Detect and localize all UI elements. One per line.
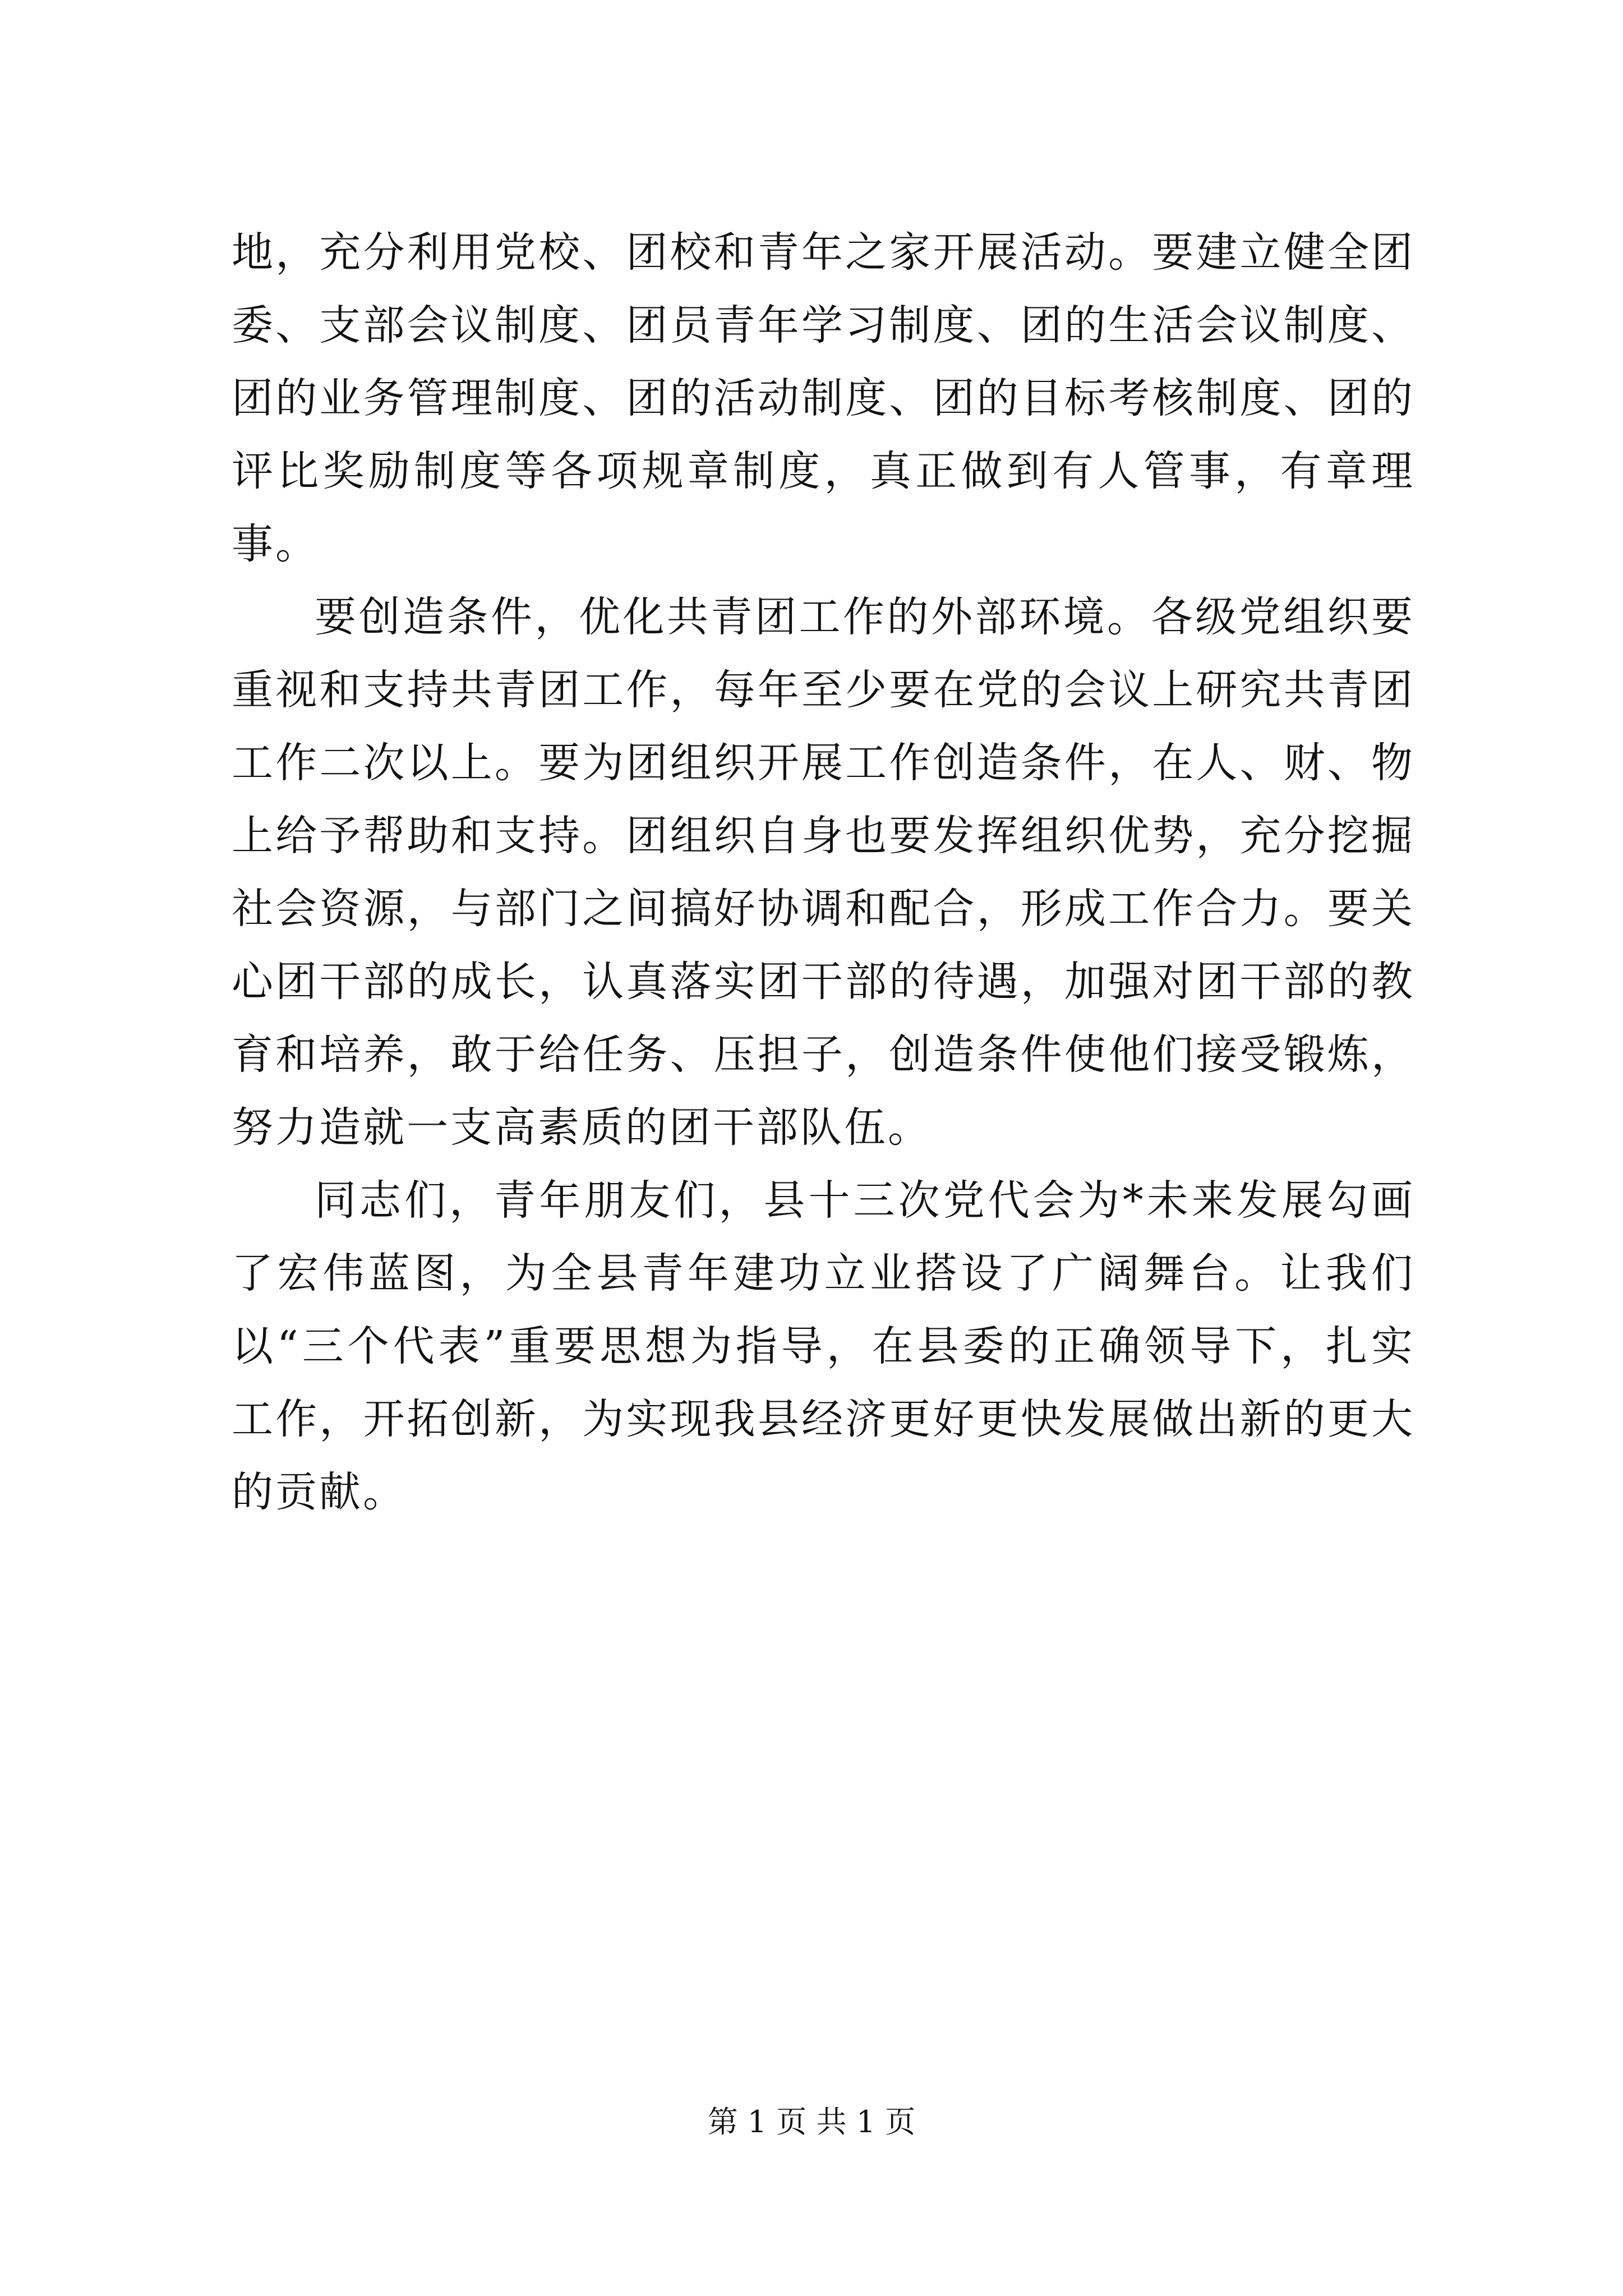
paragraph-closing: 同志们，青年朋友们，县十三次党代会为*未来发展勾画了宏伟蓝图，为全县青年建功立业搭设了广阔舞台。让我们以“三个代表”重要思想为指导，在县委的正确领导下，扎实工作，开拓创新，为实现我县经济更好更快发展做出新的更大的贡献。 xyxy=(232,1176,1415,1516)
paragraph-environment: 要创造条件，优化共青团工作的外部环境。各级党组织要重视和支持共青团工作，每年至少要在党的会议上研究共青团工作二次以上。要为团组织开展工作创造条件，在人、财、物上给予帮助和支持。团组织自身也要发挥组织优势，充分挖掘社会资源，与部门之间搞好协调和配合，形成工作合力。要关心团干部的成长，认真落实团干部的待遇，加强对团干部的教育和培养，敢于给任务、压担子，创造条件使他们接受锻炼，努力造就一支高素质的团干部队伍。 xyxy=(232,593,1415,1152)
document-body xyxy=(232,216,1415,1529)
paragraph-continuation: 地，充分利用党校、团校和青年之家开展活动。要建立健全团委、支部会议制度、团员青年学习制度、团的生活会议制度、团的业务管理制度、团的活动制度、团的目标考核制度、团的评比奖励制度等各项规章制度，真正做到有人管事，有章理事。 xyxy=(232,228,1415,568)
page-footer: 第 1 页 共 1 页 xyxy=(707,2104,916,2139)
